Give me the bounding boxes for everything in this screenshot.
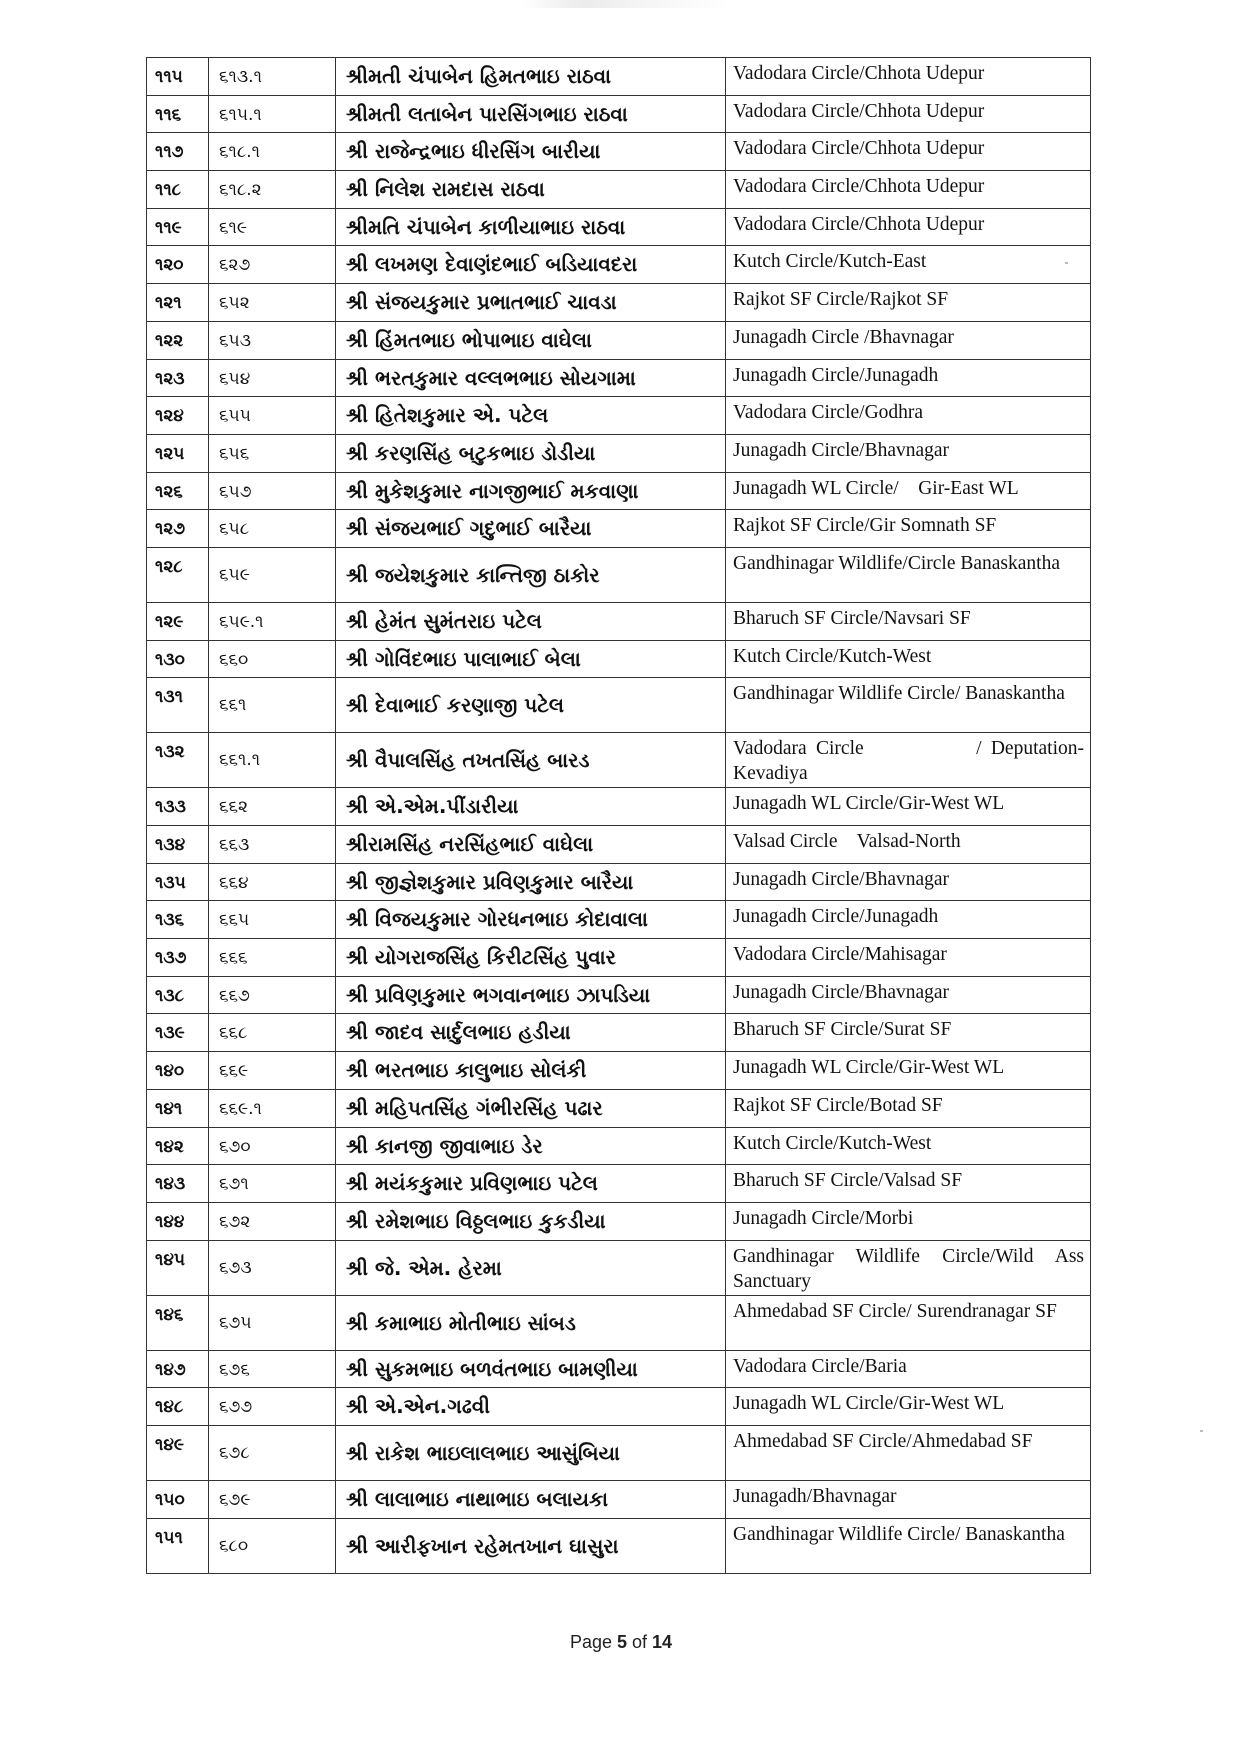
code-number-cell: ૬૫૭	[209, 472, 336, 510]
total-pages: 14	[652, 1632, 673, 1652]
code-number-cell: ૬૬૮	[209, 1014, 336, 1052]
serial-number-cell: ૧૧૭	[147, 133, 209, 171]
code-number-cell: ૬૭૫	[209, 1295, 336, 1350]
serial-number-cell: ૧૪૫	[147, 1240, 209, 1295]
serial-number-cell: ૧૨૪	[147, 397, 209, 435]
circle-posting-cell: Junagadh WL Circle/Gir-West WL	[726, 1052, 1091, 1090]
code-number-cell: ૬૭૦	[209, 1127, 336, 1165]
employee-name-cell: શ્રી મહિપતસિંહ ગંભીરસિંહ પઢાર	[336, 1089, 726, 1127]
table-row	[147, 510, 1091, 548]
employee-name-cell: શ્રી રાકેશ ભાઇલાલભાઇ આસુંબિયા	[336, 1425, 726, 1480]
serial-number-cell: ૧૩૪	[147, 826, 209, 864]
employee-name-cell: શ્રી વિજયકુમાર ગોરધનભાઇ કોદાવાલા	[336, 901, 726, 939]
circle-posting-cell: Vadodara Circle/Baria	[726, 1350, 1091, 1388]
circle-posting-cell: Junagadh Circle/Junagadh	[726, 901, 1091, 939]
employee-name-cell: શ્રી ગોવિંદભાઇ પાલાભાઈ બેલા	[336, 640, 726, 678]
table-body	[147, 58, 1091, 1574]
circle-posting-cell: Vadodara Circle/Godhra	[726, 397, 1091, 435]
employee-name-cell: શ્રીમતિ ચંપાબેન કાળીયાભાઇ રાઠવા	[336, 208, 726, 246]
table-row	[147, 1165, 1091, 1203]
table-row	[147, 939, 1091, 977]
code-number-cell: ૬૫૯	[209, 547, 336, 602]
current-page: 5	[616, 1632, 627, 1652]
table-row	[147, 1480, 1091, 1518]
table-row	[147, 863, 1091, 901]
code-number-cell: ૬૨૭	[209, 246, 336, 284]
employee-name-cell: શ્રી વૈપાલસિંહ તખતસિંહ બારડ	[336, 733, 726, 788]
circle-posting-cell: Vadodara Circle/Mahisagar	[726, 939, 1091, 977]
circle-posting-cell: Gandhinagar Wildlife Circle/ Banaskantha	[726, 678, 1091, 733]
table-row	[147, 1425, 1091, 1480]
table-row	[147, 1202, 1091, 1240]
employee-name-cell: શ્રી ભરતભાઇ કાલુભાઇ સોલંકી	[336, 1052, 726, 1090]
table-row	[147, 1240, 1091, 1295]
circle-posting-cell: Vadodara Circle/Chhota Udepur	[726, 208, 1091, 246]
page-label: Page	[569, 1632, 617, 1652]
employee-name-cell: શ્રીમતી લતાબેન પારસિંગભાઇ રાઠવા	[336, 95, 726, 133]
employee-name-cell: શ્રી નિલેશ રામદાસ રાઠવા	[336, 171, 726, 209]
serial-number-cell: ૧૨૯	[147, 602, 209, 640]
code-number-cell: ૬૫૪	[209, 359, 336, 397]
serial-number-cell: ૧૨૨	[147, 321, 209, 359]
employee-name-cell: શ્રી જયેશકુમાર કાન્તિજી ઠાકોર	[336, 547, 726, 602]
circle-posting-cell: Rajkot SF Circle/Rajkot SF	[726, 284, 1091, 322]
serial-number-cell: ૧૪૭	[147, 1350, 209, 1388]
table-row	[147, 1388, 1091, 1426]
circle-posting-cell: Junagadh Circle/Bhavnagar	[726, 434, 1091, 472]
serial-number-cell: ૧૩૭	[147, 939, 209, 977]
circle-posting-cell: Junagadh WL Circle/ Gir-East WL	[726, 472, 1091, 510]
table-row	[147, 58, 1091, 96]
serial-number-cell: ૧૫૧	[147, 1518, 209, 1573]
serial-number-cell: ૧૨૬	[147, 472, 209, 510]
serial-number-cell: ૧૨૮	[147, 547, 209, 602]
code-number-cell: ૬૧૮.૧	[209, 133, 336, 171]
table-row	[147, 1350, 1091, 1388]
table-row	[147, 733, 1091, 788]
table-row	[147, 976, 1091, 1014]
code-number-cell: ૬૬૪	[209, 863, 336, 901]
circle-posting-cell: Junagadh WL Circle/Gir-West WL	[726, 788, 1091, 826]
code-number-cell: ૬૬૫	[209, 901, 336, 939]
table-row	[147, 472, 1091, 510]
serial-number-cell: ૧૪૬	[147, 1295, 209, 1350]
circle-posting-cell: Ahmedabad SF Circle/ Surendranagar SF	[726, 1295, 1091, 1350]
scan-speck	[1200, 1430, 1203, 1432]
code-number-cell: ૬૭૯	[209, 1480, 336, 1518]
code-number-cell: ૬૭૩	[209, 1240, 336, 1295]
employee-name-cell: શ્રી ભરતકુમાર વલ્લભભાઇ સોયગામા	[336, 359, 726, 397]
code-number-cell: ૬૬૩	[209, 826, 336, 864]
serial-number-cell: ૧૨૭	[147, 510, 209, 548]
circle-posting-cell: Ahmedabad SF Circle/Ahmedabad SF	[726, 1425, 1091, 1480]
circle-posting-cell: Bharuch SF Circle/Surat SF	[726, 1014, 1091, 1052]
serial-number-cell: ૧૪૮	[147, 1388, 209, 1426]
circle-posting-cell: Kutch Circle/Kutch-West	[726, 640, 1091, 678]
employee-name-cell: શ્રી સુકમભાઇ બળવંતભાઇ બામણીયા	[336, 1350, 726, 1388]
serial-number-cell: ૧૨૫	[147, 434, 209, 472]
circle-posting-cell: Vadodara Circle/Chhota Udepur	[726, 58, 1091, 96]
table-row	[147, 1052, 1091, 1090]
employee-name-cell: શ્રી દેવાભાઈ કરણાજી પટેલ	[336, 678, 726, 733]
serial-number-cell: ૧૩૬	[147, 901, 209, 939]
employee-name-cell: શ્રી રાજેન્દ્રભાઇ ધીરસિંગ બારીયા	[336, 133, 726, 171]
table-row	[147, 678, 1091, 733]
code-number-cell: ૬૬૯	[209, 1052, 336, 1090]
serial-number-cell: ૧૪૪	[147, 1202, 209, 1240]
circle-posting-cell: Gandhinagar Wildlife/Circle Banaskantha	[726, 547, 1091, 602]
code-number-cell: ૬૬૨	[209, 788, 336, 826]
table-row	[147, 359, 1091, 397]
table-row	[147, 901, 1091, 939]
scan-artifact	[520, 0, 730, 8]
table-row	[147, 284, 1091, 322]
serial-number-cell: ૧૩૫	[147, 863, 209, 901]
circle-posting-cell: Rajkot SF Circle/Botad SF	[726, 1089, 1091, 1127]
employee-name-cell: શ્રી એ.એન.ગઢવી	[336, 1388, 726, 1426]
serial-number-cell: ૧૫૦	[147, 1480, 209, 1518]
code-number-cell: ૬૫૫	[209, 397, 336, 435]
code-number-cell: ૬૭૮	[209, 1425, 336, 1480]
code-number-cell: ૬૬૧	[209, 678, 336, 733]
code-number-cell: ૬૬૧.૧	[209, 733, 336, 788]
employee-name-cell: શ્રી કાનજી જીવાભાઇ ડેર	[336, 1127, 726, 1165]
circle-posting-cell: Kutch Circle/Kutch-West	[726, 1127, 1091, 1165]
circle-posting-cell: Junagadh WL Circle/Gir-West WL	[726, 1388, 1091, 1426]
circle-posting-cell: Junagadh Circle/Morbi	[726, 1202, 1091, 1240]
table-row	[147, 397, 1091, 435]
employee-name-cell: શ્રી સંજયકુમાર પ્રભાતભાઈ ચાવડા	[336, 284, 726, 322]
circle-posting-cell: Vadodara Circle / Deputation-Kevadiya	[726, 733, 1091, 788]
circle-posting-cell: Gandhinagar Wildlife Circle/Wild Ass Sanctuary	[726, 1240, 1091, 1295]
table-row	[147, 1295, 1091, 1350]
code-number-cell: ૬૬૦	[209, 640, 336, 678]
circle-posting-cell: Junagadh/Bhavnagar	[726, 1480, 1091, 1518]
code-number-cell: ૬૧૩.૧	[209, 58, 336, 96]
table-row	[147, 95, 1091, 133]
serial-number-cell: ૧૩૦	[147, 640, 209, 678]
serial-number-cell: ૧૨૩	[147, 359, 209, 397]
employee-name-cell: શ્રી હિતેશકુમાર એ. પટેલ	[336, 397, 726, 435]
circle-posting-cell: Junagadh Circle /Bhavnagar	[726, 321, 1091, 359]
employee-name-cell: શ્રીરામસિંહ નરસિંહભાઈ વાઘેલા	[336, 826, 726, 864]
circle-posting-cell: Junagadh Circle/Junagadh	[726, 359, 1091, 397]
table-row	[147, 1127, 1091, 1165]
table-row	[147, 434, 1091, 472]
employee-name-cell: શ્રી લખમણ દેવાણંદભાઈ બડિયાવદરા	[336, 246, 726, 284]
serial-number-cell: ૧૩૯	[147, 1014, 209, 1052]
serial-number-cell: ૧૧૯	[147, 208, 209, 246]
serial-number-cell: ૧૧૬	[147, 95, 209, 133]
page-number	[0, 1632, 1242, 1653]
table-row	[147, 1089, 1091, 1127]
code-number-cell: ૬૮૦	[209, 1518, 336, 1573]
serial-number-cell: ૧૪૧	[147, 1089, 209, 1127]
serial-number-cell: ૧૨૧	[147, 284, 209, 322]
serial-number-cell: ૧૨૦	[147, 246, 209, 284]
employee-name-cell: શ્રી જે. એમ. હેરમા	[336, 1240, 726, 1295]
circle-posting-cell: Kutch Circle/Kutch-East	[726, 246, 1091, 284]
table-row	[147, 1518, 1091, 1573]
code-number-cell: ૬૧૮.૨	[209, 171, 336, 209]
table-row	[147, 547, 1091, 602]
serial-number-cell: ૧૩૧	[147, 678, 209, 733]
table-row	[147, 826, 1091, 864]
serial-number-cell: ૧૪૨	[147, 1127, 209, 1165]
employee-name-cell: શ્રી કરણસિંહ બટુકભાઇ ડોડીયા	[336, 434, 726, 472]
staff-transfer-table	[146, 57, 1091, 1574]
serial-number-cell: ૧૪૩	[147, 1165, 209, 1203]
code-number-cell: ૬૧૫.૧	[209, 95, 336, 133]
code-number-cell: ૬૫૩	[209, 321, 336, 359]
code-number-cell: ૬૭૨	[209, 1202, 336, 1240]
serial-number-cell: ૧૩૮	[147, 976, 209, 1014]
employee-name-cell: શ્રી પ્રવિણકુમાર ભગવાનભાઇ ઝાપડિયા	[336, 976, 726, 1014]
serial-number-cell: ૧૪૯	[147, 1425, 209, 1480]
circle-posting-cell: Gandhinagar Wildlife Circle/ Banaskantha	[726, 1518, 1091, 1573]
circle-posting-cell: Vadodara Circle/Chhota Udepur	[726, 133, 1091, 171]
page-of-label: of	[627, 1632, 653, 1652]
employee-name-cell: શ્રી રમેશભાઇ વિઠ્ઠલભાઇ કુકડીયા	[336, 1202, 726, 1240]
employee-name-cell: શ્રીમતી ચંપાબેન હિમતભાઇ રાઠવા	[336, 58, 726, 96]
code-number-cell: ૬૫૮	[209, 510, 336, 548]
employee-name-cell: શ્રી આરીફખાન રહેમતખાન ઘાસુરા	[336, 1518, 726, 1573]
table-row	[147, 133, 1091, 171]
serial-number-cell: ૧૧૮	[147, 171, 209, 209]
employee-name-cell: શ્રી એ.એમ.પીંડારીયા	[336, 788, 726, 826]
serial-number-cell: ૧૩૨	[147, 733, 209, 788]
code-number-cell: ૬૭૧	[209, 1165, 336, 1203]
employee-name-cell: શ્રી કમાભાઇ મોતીભાઇ સાંબડ	[336, 1295, 726, 1350]
code-number-cell: ૬૬૭	[209, 976, 336, 1014]
employee-name-cell: શ્રી જાદવ સાર્દુલભાઇ હડીયા	[336, 1014, 726, 1052]
code-number-cell: ૬૬૯.૧	[209, 1089, 336, 1127]
code-number-cell: ૬૬૬	[209, 939, 336, 977]
employee-name-cell: શ્રી સંજયભાઈ ગદુભાઈ બારૈયા	[336, 510, 726, 548]
table-row	[147, 246, 1091, 284]
serial-number-cell: ૧૧૫	[147, 58, 209, 96]
circle-posting-cell: Bharuch SF Circle/Valsad SF	[726, 1165, 1091, 1203]
table-row	[147, 208, 1091, 246]
employee-name-cell: શ્રી યોગરાજસિંહ કિરીટસિંહ પુવાર	[336, 939, 726, 977]
table-row	[147, 321, 1091, 359]
employee-name-cell: શ્રી મયંકકુમાર પ્રવિણભાઇ પટેલ	[336, 1165, 726, 1203]
employee-name-cell: શ્રી હિંમતભાઇ ભોપાભાઇ વાઘેલા	[336, 321, 726, 359]
table-row	[147, 640, 1091, 678]
employee-name-cell: શ્રી લાલાભાઇ નાથાભાઇ બલાયકા	[336, 1480, 726, 1518]
circle-posting-cell: Vadodara Circle/Chhota Udepur	[726, 95, 1091, 133]
circle-posting-cell: Junagadh Circle/Bhavnagar	[726, 863, 1091, 901]
table-row	[147, 602, 1091, 640]
code-number-cell: ૬૫૨	[209, 284, 336, 322]
employee-name-cell: શ્રી મુકેશકુમાર નાગજીભાઈ મકવાણા	[336, 472, 726, 510]
circle-posting-cell: Rajkot SF Circle/Gir Somnath SF	[726, 510, 1091, 548]
serial-number-cell: ૧૩૩	[147, 788, 209, 826]
employee-name-cell: શ્રી હેમંત સુમંતરાઇ પટેલ	[336, 602, 726, 640]
code-number-cell: ૬૭૭	[209, 1388, 336, 1426]
code-number-cell: ૬૫૬	[209, 434, 336, 472]
circle-posting-cell: Valsad Circle Valsad-North	[726, 826, 1091, 864]
scan-speck	[1065, 262, 1068, 264]
circle-posting-cell: Bharuch SF Circle/Navsari SF	[726, 602, 1091, 640]
circle-posting-cell: Vadodara Circle/Chhota Udepur	[726, 171, 1091, 209]
table-row	[147, 171, 1091, 209]
code-number-cell: ૬૫૯.૧	[209, 602, 336, 640]
circle-posting-cell: Junagadh Circle/Bhavnagar	[726, 976, 1091, 1014]
employee-name-cell: શ્રી જીજ્ઞેશકુમાર પ્રવિણકુમાર બારૈયા	[336, 863, 726, 901]
table-row	[147, 788, 1091, 826]
table-row	[147, 1014, 1091, 1052]
code-number-cell: ૬૭૬	[209, 1350, 336, 1388]
code-number-cell: ૬૧૯	[209, 208, 336, 246]
serial-number-cell: ૧૪૦	[147, 1052, 209, 1090]
